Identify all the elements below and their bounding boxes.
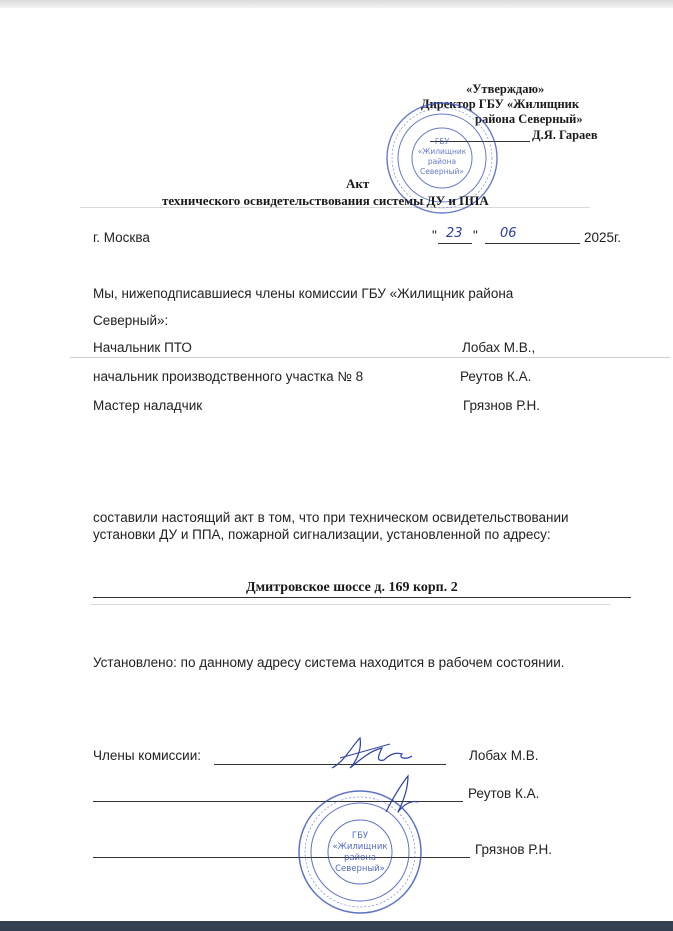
- approval-line-3: района Северный»: [475, 112, 583, 126]
- stamp-text: Северный»: [335, 864, 385, 874]
- document-title: Акт: [346, 176, 370, 191]
- date-month: 06: [500, 226, 517, 241]
- signature-name: Грязнов Р.Н.: [475, 842, 552, 857]
- date-quote-close: ": [473, 228, 478, 243]
- statement-line-1: составили настоящий акт в том, что при техническом освидетельствовании: [93, 510, 569, 525]
- stamp-text: района: [343, 853, 377, 863]
- date-day: 23: [446, 226, 463, 241]
- scan-top-edge: [0, 0, 673, 8]
- date-month-line: [485, 243, 580, 244]
- city: г. Москва: [93, 230, 150, 245]
- signature-name: Реутов К.А.: [468, 786, 540, 801]
- stamp-text: «Жилищник: [332, 842, 388, 852]
- statement-line-2: установки ДУ и ППА, пожарной сигнализации, установленной по адресу:: [93, 527, 551, 542]
- member-name: Грязнов Р.Н.: [463, 398, 540, 413]
- stamp-text: района: [427, 157, 457, 166]
- scan-artifact: [90, 604, 610, 605]
- scan-artifact: [70, 357, 670, 358]
- conclusion: Установлено: по данному адресу система находится в рабочем состоянии.: [93, 655, 565, 670]
- approval-line-1: «Утверждаю»: [466, 82, 545, 96]
- organization-stamp: [296, 788, 424, 916]
- address: Дмитровское шоссе д. 169 корп. 2: [246, 580, 458, 595]
- signature-name: Лобах М.В.: [469, 748, 539, 763]
- intro-line-2: Северный»:: [93, 313, 169, 328]
- date-quote-open: ": [432, 228, 437, 243]
- approval-signer: Д.Я. Гараев: [532, 128, 598, 142]
- address-underline: [93, 597, 631, 598]
- stamp-text: Северный»: [420, 167, 464, 176]
- member-name: Лобах М.В.,: [462, 340, 536, 355]
- member-name: Реутов К.А.: [460, 369, 532, 384]
- member-role: Мастер наладчик: [93, 398, 203, 413]
- stamp-text: «Жилищник: [417, 147, 467, 156]
- date-day-line: [438, 243, 472, 244]
- document-subtitle: технического освидетельствования системы ДУ и ППА: [162, 193, 489, 208]
- signatures-label: Члены комиссии:: [93, 748, 202, 763]
- signature-1-handwritten: [326, 732, 416, 774]
- viewer-bottom-bar: [0, 921, 673, 931]
- member-role: Начальник ПТО: [93, 340, 192, 355]
- date-year: 2025г.: [584, 230, 622, 245]
- stamp-text: ГБУ: [434, 137, 450, 146]
- approval-line-2: Директор ГБУ «Жилищник: [421, 97, 580, 111]
- intro-line-1: Мы, нижеподписавшиеся члены комиссии ГБУ «Жилищник района: [93, 286, 514, 301]
- member-role: начальник производственного участка № 8: [93, 369, 364, 384]
- stamp-text: ГБУ: [351, 831, 369, 841]
